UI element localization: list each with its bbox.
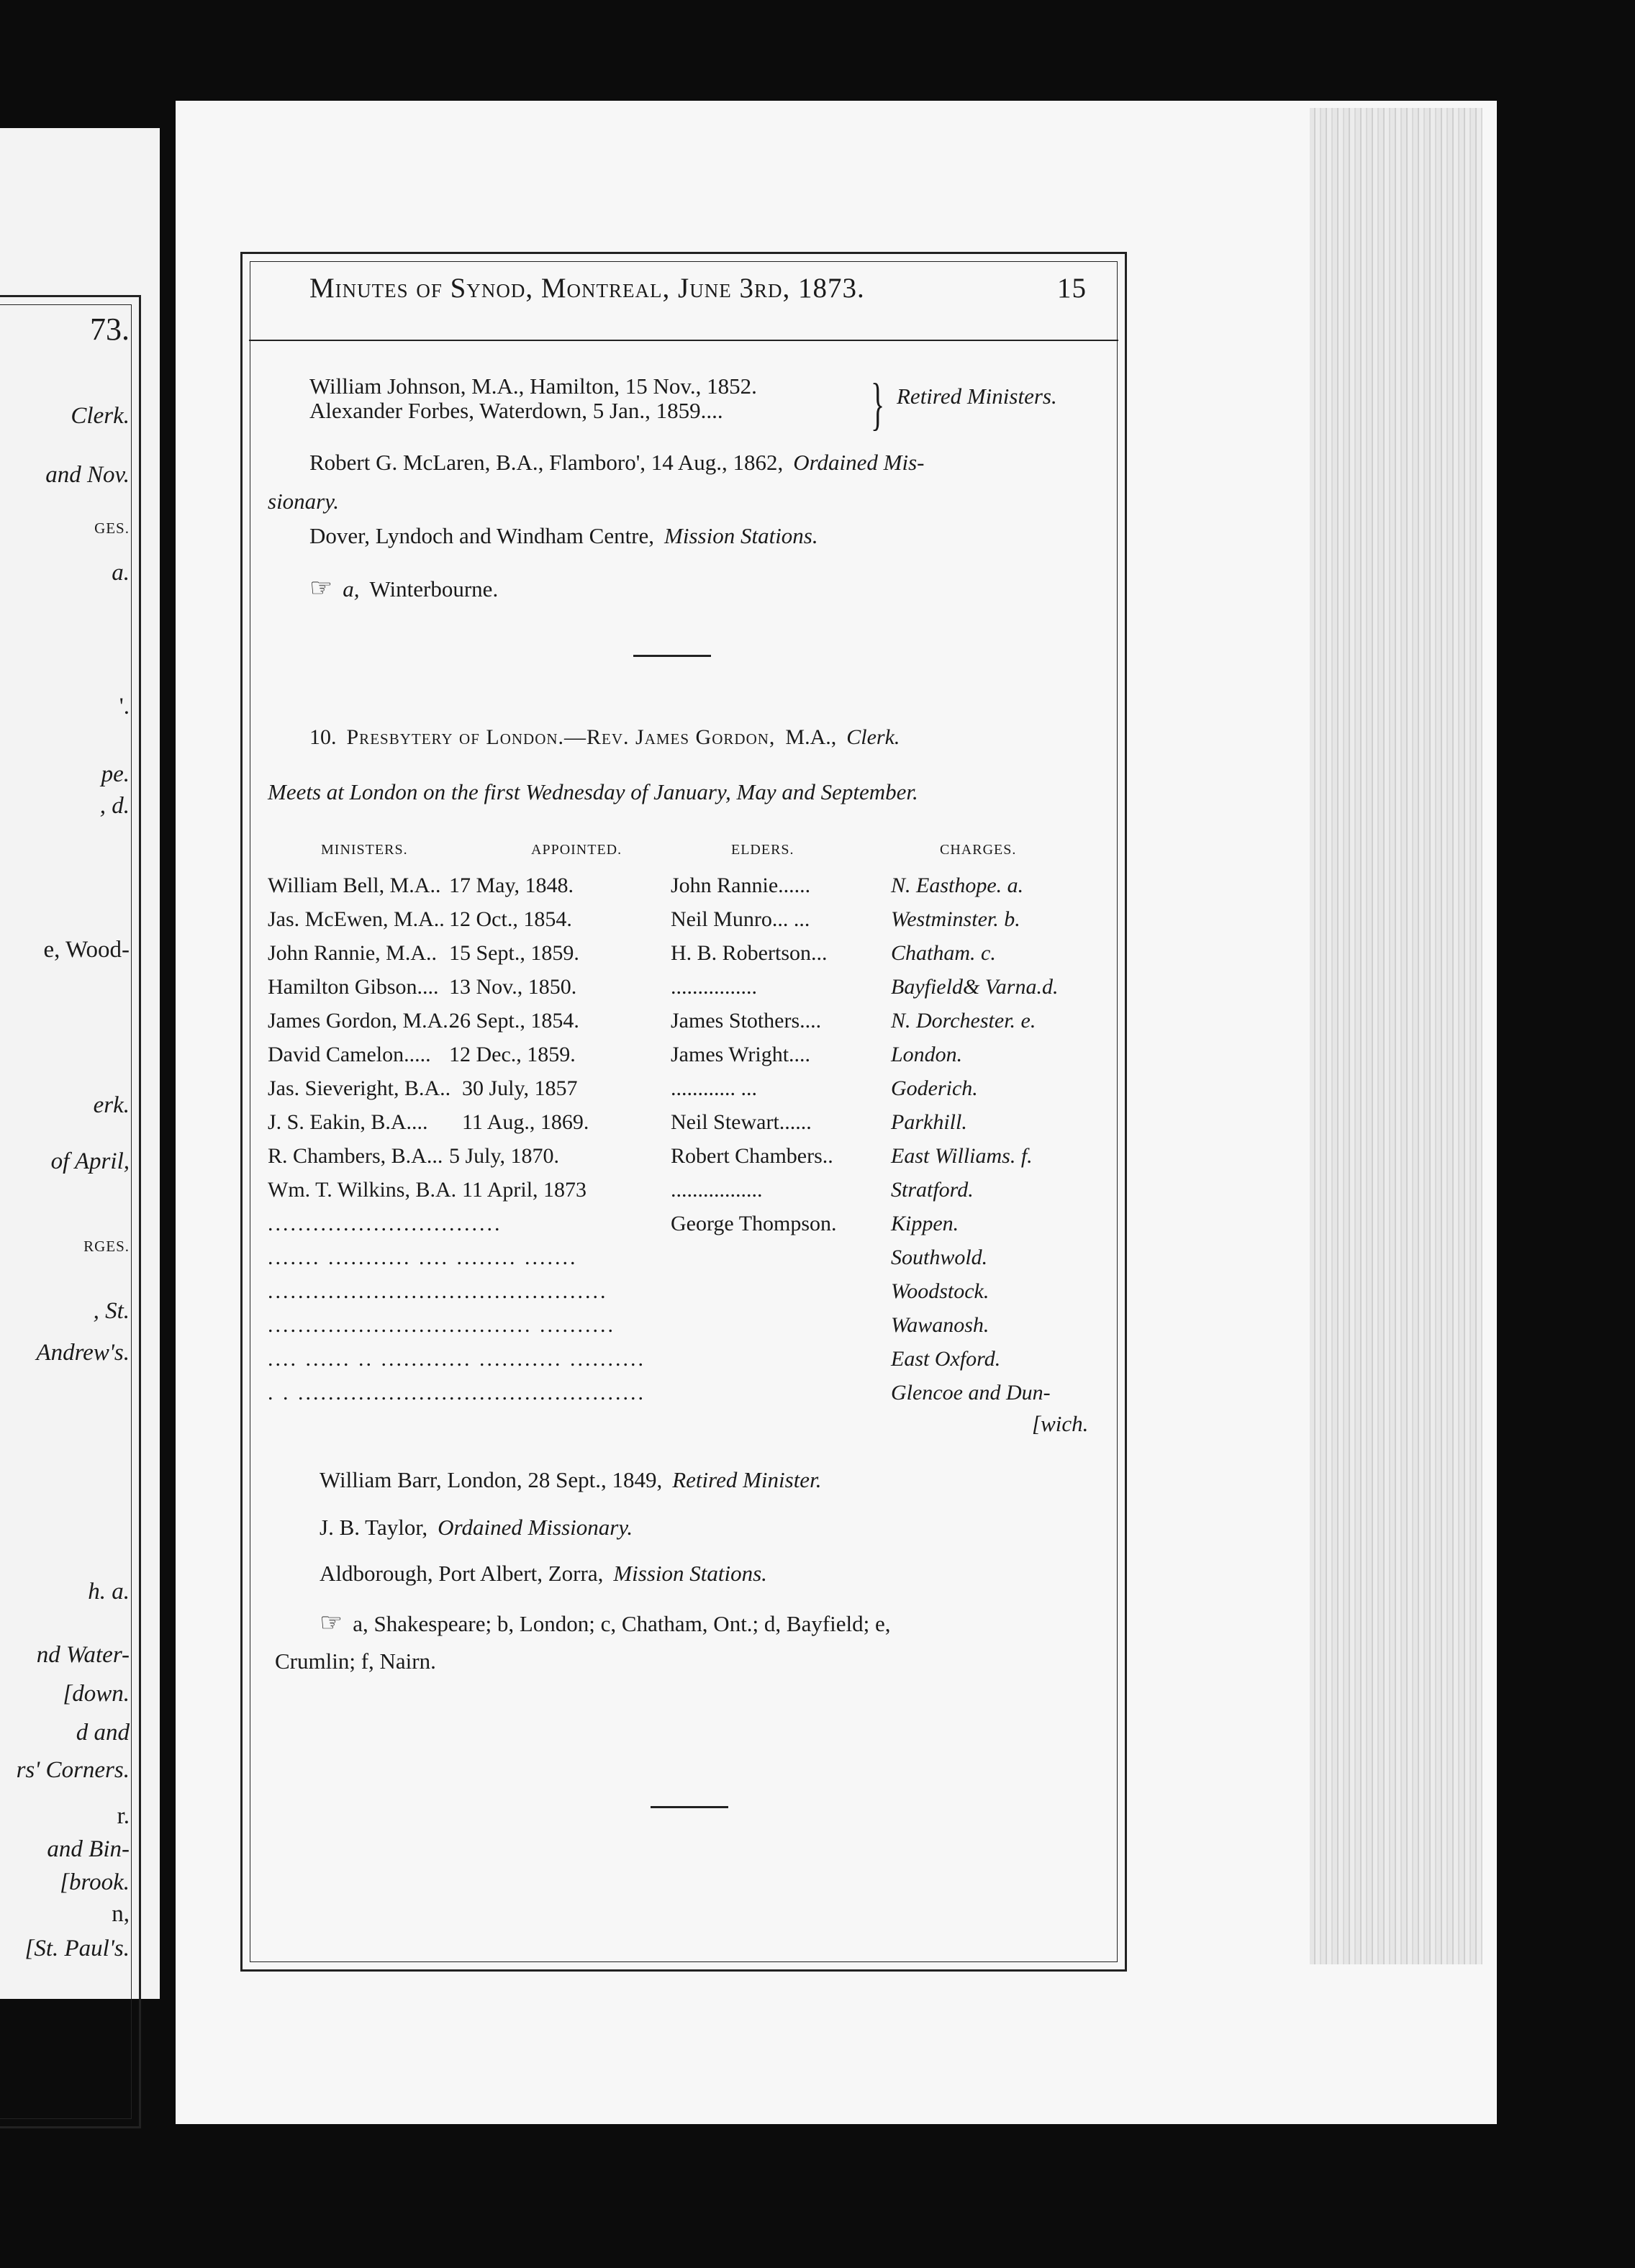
charge-cell: Parkhill. bbox=[891, 1110, 967, 1134]
charge-cell: Southwold. bbox=[891, 1246, 988, 1269]
header-rule bbox=[249, 340, 1118, 341]
charge-cell: Wawanosh. bbox=[891, 1313, 989, 1337]
elder-cell: ............ ... bbox=[671, 1076, 757, 1100]
previous-page-line: r. bbox=[117, 1803, 130, 1829]
elder-cell: ................ bbox=[671, 975, 757, 999]
minister-cell: David Camelon..... bbox=[268, 1043, 431, 1066]
previous-page-line: h. a. bbox=[88, 1579, 130, 1605]
minister-cell: Jas. Sieveright, B.A.. bbox=[268, 1076, 451, 1100]
minister-cell: Jas. McEwen, M.A.. bbox=[268, 907, 445, 931]
elder-cell: John Rannie...... bbox=[671, 874, 811, 897]
minister-cell: J. S. Eakin, B.A.... bbox=[268, 1110, 428, 1134]
previous-page-line: , St. bbox=[93, 1298, 130, 1324]
previous-page-line: d and bbox=[76, 1720, 130, 1746]
minister-cell: ................................... .......... bbox=[268, 1313, 615, 1337]
table-row bbox=[268, 1110, 1102, 1139]
charge-cell: N. Easthope. a. bbox=[891, 874, 1024, 897]
previous-page-line: Clerk. bbox=[71, 403, 130, 429]
previous-page-line: , d. bbox=[99, 793, 130, 819]
mission-stations-line-2: Aldborough, Port Albert, Zorra, Mission Stations. bbox=[320, 1561, 767, 1586]
table-row bbox=[268, 1347, 1102, 1376]
previous-page-line: [St. Paul's. bbox=[24, 1936, 130, 1961]
previous-page-line: [down. bbox=[63, 1681, 130, 1707]
previous-page-line: RGES. bbox=[83, 1238, 130, 1255]
page-number: 15 bbox=[1057, 273, 1087, 304]
pointing-hand-icon-2: ☞ bbox=[320, 1608, 343, 1637]
previous-page-line: a. bbox=[112, 560, 130, 586]
minister-cell: John Rannie, M.A.. bbox=[268, 941, 437, 965]
brace: } bbox=[871, 373, 885, 436]
elder-cell: James Wright.... bbox=[671, 1043, 811, 1066]
meeting-schedule: Meets at London on the first Wednesday of January, May and September. bbox=[268, 779, 918, 804]
charge-cell: Woodstock. bbox=[891, 1279, 989, 1303]
end-divider bbox=[651, 1806, 728, 1808]
ordained-missionary-line: J. B. Taylor, Ordained Missionary. bbox=[320, 1515, 633, 1540]
elder-cell: Neil Stewart...... bbox=[671, 1110, 812, 1134]
minister-cell: .... ...... .. ............ ........... .......... bbox=[268, 1347, 646, 1371]
appointed-cell: 30 July, 1857 bbox=[462, 1076, 578, 1100]
appointed-cell: 13 Nov., 1850. bbox=[449, 975, 577, 999]
table-row bbox=[268, 1212, 1102, 1240]
table-row bbox=[268, 1076, 1102, 1105]
previous-page-line: of April, bbox=[50, 1148, 130, 1174]
mclaren-line: Robert G. McLaren, B.A., Flamboro', 14 Aug., 1862, Ordained Mis- bbox=[309, 450, 925, 475]
minister-cell: ....... ........... .... ........ ....... bbox=[268, 1246, 578, 1269]
minister-cell: ............................................. bbox=[268, 1279, 608, 1303]
previous-page-line: '. bbox=[119, 694, 130, 720]
appointed-cell: 5 July, 1870. bbox=[449, 1144, 560, 1168]
previous-page-line: 73. bbox=[90, 312, 130, 347]
note-line-2-continuation: Crumlin; f, Nairn. bbox=[275, 1648, 436, 1674]
previous-page-line: pe. bbox=[101, 761, 130, 787]
elder-cell: James Stothers.... bbox=[671, 1009, 822, 1033]
retired-line-2: Alexander Forbes, Waterdown, 5 Jan., 1859.... bbox=[309, 398, 723, 423]
column-appointed: APPOINTED. bbox=[531, 842, 622, 858]
charge-cell: Bayfield& Varna.d. bbox=[891, 975, 1059, 999]
table-row bbox=[268, 1144, 1102, 1173]
table-row bbox=[268, 907, 1102, 936]
charge-cell: Goderich. bbox=[891, 1076, 978, 1100]
charge-cell: Chatham. c. bbox=[891, 941, 996, 965]
charge-cell: Kippen. bbox=[891, 1212, 959, 1235]
minister-cell: . . .............................................. bbox=[268, 1381, 646, 1405]
page-edge-stack bbox=[1310, 108, 1482, 1964]
appointed-cell: 17 May, 1848. bbox=[449, 874, 574, 897]
table-row bbox=[268, 1178, 1102, 1207]
appointed-cell: 12 Dec., 1859. bbox=[449, 1043, 576, 1066]
column-elders: ELDERS. bbox=[731, 842, 794, 858]
table-row bbox=[268, 975, 1102, 1004]
previous-page-line: [brook. bbox=[60, 1869, 130, 1895]
appointed-cell: 26 Sept., 1854. bbox=[449, 1009, 579, 1033]
note-line-2: ☞ a, Shakespeare; b, London; c, Chatham, Ont.; d, Bayfield; e, bbox=[320, 1608, 891, 1637]
running-head-title: Minutes of Synod, Montreal, June 3rd, 1873. bbox=[309, 273, 865, 304]
retired-minister-line: William Barr, London, 28 Sept., 1849, Retired Minister. bbox=[320, 1467, 822, 1492]
retired-line-1: William Johnson, M.A., Hamilton, 15 Nov., 1852. bbox=[309, 373, 757, 399]
previous-page-line: and Bin- bbox=[47, 1836, 130, 1862]
note-line-1: ☞ a, Winterbourne. bbox=[309, 573, 499, 602]
retired-label: Retired Ministers. bbox=[897, 384, 1057, 409]
table-row bbox=[268, 874, 1102, 902]
previous-page-line: e, Wood- bbox=[43, 937, 130, 963]
previous-page-line: rs' Corners. bbox=[16, 1757, 130, 1783]
table-row bbox=[268, 1381, 1102, 1410]
table-row bbox=[268, 1313, 1102, 1342]
elder-cell: Robert Chambers.. bbox=[671, 1144, 833, 1168]
charge-cell: London. bbox=[891, 1043, 963, 1066]
previous-page-line: and Nov. bbox=[45, 462, 130, 488]
table-row bbox=[268, 1009, 1102, 1038]
appointed-cell: 12 Oct., 1854. bbox=[449, 907, 572, 931]
minister-cell: R. Chambers, B.A... bbox=[268, 1144, 443, 1168]
appointed-cell: 11 Aug., 1869. bbox=[462, 1110, 589, 1134]
previous-page-line: nd Water- bbox=[36, 1642, 130, 1668]
row-continuation: [wich. bbox=[1032, 1411, 1089, 1436]
charge-cell: Stratford. bbox=[891, 1178, 974, 1202]
mclaren-continuation: sionary. bbox=[268, 489, 340, 514]
elder-cell: Neil Munro... ... bbox=[671, 907, 810, 931]
charge-cell: Glencoe and Dun- bbox=[891, 1381, 1051, 1405]
minister-cell: Hamilton Gibson.... bbox=[268, 975, 439, 999]
charge-cell: East Oxford. bbox=[891, 1347, 1001, 1371]
table-row bbox=[268, 1043, 1102, 1071]
previous-page-line: Andrew's. bbox=[36, 1340, 130, 1366]
previous-page-line: n, bbox=[112, 1901, 130, 1927]
minister-cell: Wm. T. Wilkins, B.A. bbox=[268, 1178, 457, 1202]
elder-cell: George Thompson. bbox=[671, 1212, 837, 1235]
minister-cell: ............................... bbox=[268, 1212, 502, 1235]
appointed-cell: 11 April, 1873 bbox=[462, 1178, 587, 1202]
minister-cell: William Bell, M.A.. bbox=[268, 874, 441, 897]
table-row bbox=[268, 1246, 1102, 1274]
mission-stations-line: Dover, Lyndoch and Windham Centre, Mission Stations. bbox=[309, 523, 818, 548]
elder-cell: H. B. Robertson... bbox=[671, 941, 828, 965]
table-row bbox=[268, 941, 1102, 970]
table-row bbox=[268, 1279, 1102, 1308]
minister-cell: James Gordon, M.A.. bbox=[268, 1009, 454, 1033]
column-charges: CHARGES. bbox=[940, 842, 1017, 858]
charge-cell: N. Dorchester. e. bbox=[891, 1009, 1036, 1033]
column-ministers: MINISTERS. bbox=[321, 842, 408, 858]
appointed-cell: 15 Sept., 1859. bbox=[449, 941, 579, 965]
previous-page-line: GES. bbox=[94, 520, 130, 537]
running-head bbox=[309, 272, 1087, 304]
previous-page-line: erk. bbox=[93, 1092, 130, 1118]
charge-cell: Westminster. b. bbox=[891, 907, 1020, 931]
elder-cell: ................. bbox=[671, 1178, 763, 1202]
section-divider bbox=[633, 655, 711, 657]
presbytery-heading: 10. Presbytery of London.—Rev. James Gordon, M.A., Clerk. bbox=[309, 725, 900, 749]
charge-cell: East Williams. f. bbox=[891, 1144, 1033, 1168]
pointing-hand-icon: ☞ bbox=[309, 573, 333, 602]
